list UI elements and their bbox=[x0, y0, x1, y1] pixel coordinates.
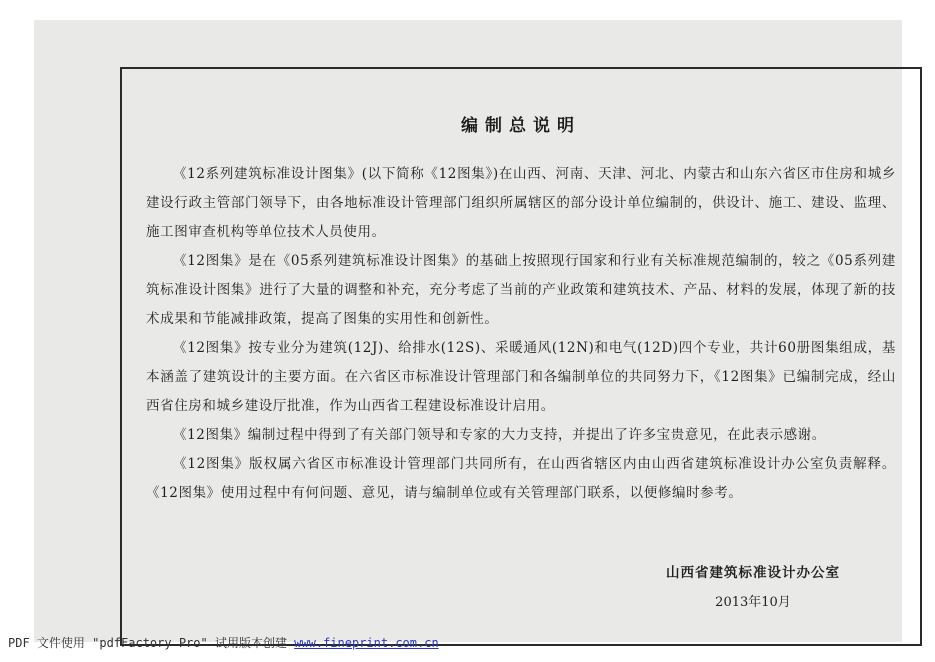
signature-organization: 山西省建筑标准设计办公室 bbox=[666, 565, 840, 581]
signature-date: 2013年10月 bbox=[715, 595, 791, 610]
paragraph-5: 《12图集》版权属六省区市标准设计管理部门共同所有，在山西省辖区内由山西省建筑标准设计办公室负责解释。《12图集》使用过程中有何问题、意见，请与编制单位或有关管理部门联系，以便修编时参考。 bbox=[146, 456, 896, 501]
document-frame bbox=[120, 67, 922, 646]
footer-link[interactable]: www.fineprint.com.cn bbox=[294, 636, 439, 650]
paragraph-2: 《12图集》是在《05系列建筑标准设计图集》的基础上按照现行国家和行业有关标准规范编制的，较之《05系列建筑标准设计图集》进行了大量的调整和补充，充分考虑了当前的产业政策和建筑技术、产品、材料的发展，体现了新的技术成果和节能减排政策，提高了图集的实用性和创新性。 bbox=[146, 253, 896, 327]
paragraph-1: 《12系列建筑标准设计图集》(以下简称《12图集》)在山西、河南、天津、河北、内蒙古和山东六省区市住房和城乡建设行政主管部门领导下，由各地标准设计管理部门组织所属辖区的部分设计单位编制的，供设计、施工、建设、监理、施工图审查机构等单位技术人员使用。 bbox=[146, 166, 896, 240]
document-title: 编制总说明 bbox=[461, 116, 581, 136]
pdf-footer bbox=[8, 634, 439, 651]
document-body bbox=[146, 160, 896, 508]
scanned-page bbox=[34, 20, 902, 642]
signature-block bbox=[666, 562, 840, 612]
paragraph-3: 《12图集》按专业分为建筑(12J)、给排水(12S)、采暖通风(12N)和电气(12D)四个专业，共计60册图集组成，基本涵盖了建筑设计的主要方面。在六省区市标准设计管理部门和各编制单位的共同努力下，《12图集》已编制完成，经山西省住房和城乡建设厅批准，作为山西省工程建设标准设计启用。 bbox=[146, 340, 896, 414]
paragraph-4: 《12图集》编制过程中得到了有关部门领导和专家的大力支持，并提出了许多宝贵意见，在此表示感谢。 bbox=[173, 427, 826, 443]
footer-text: PDF 文件使用 "pdfFactory Pro" 试用版本创建 bbox=[8, 636, 295, 650]
